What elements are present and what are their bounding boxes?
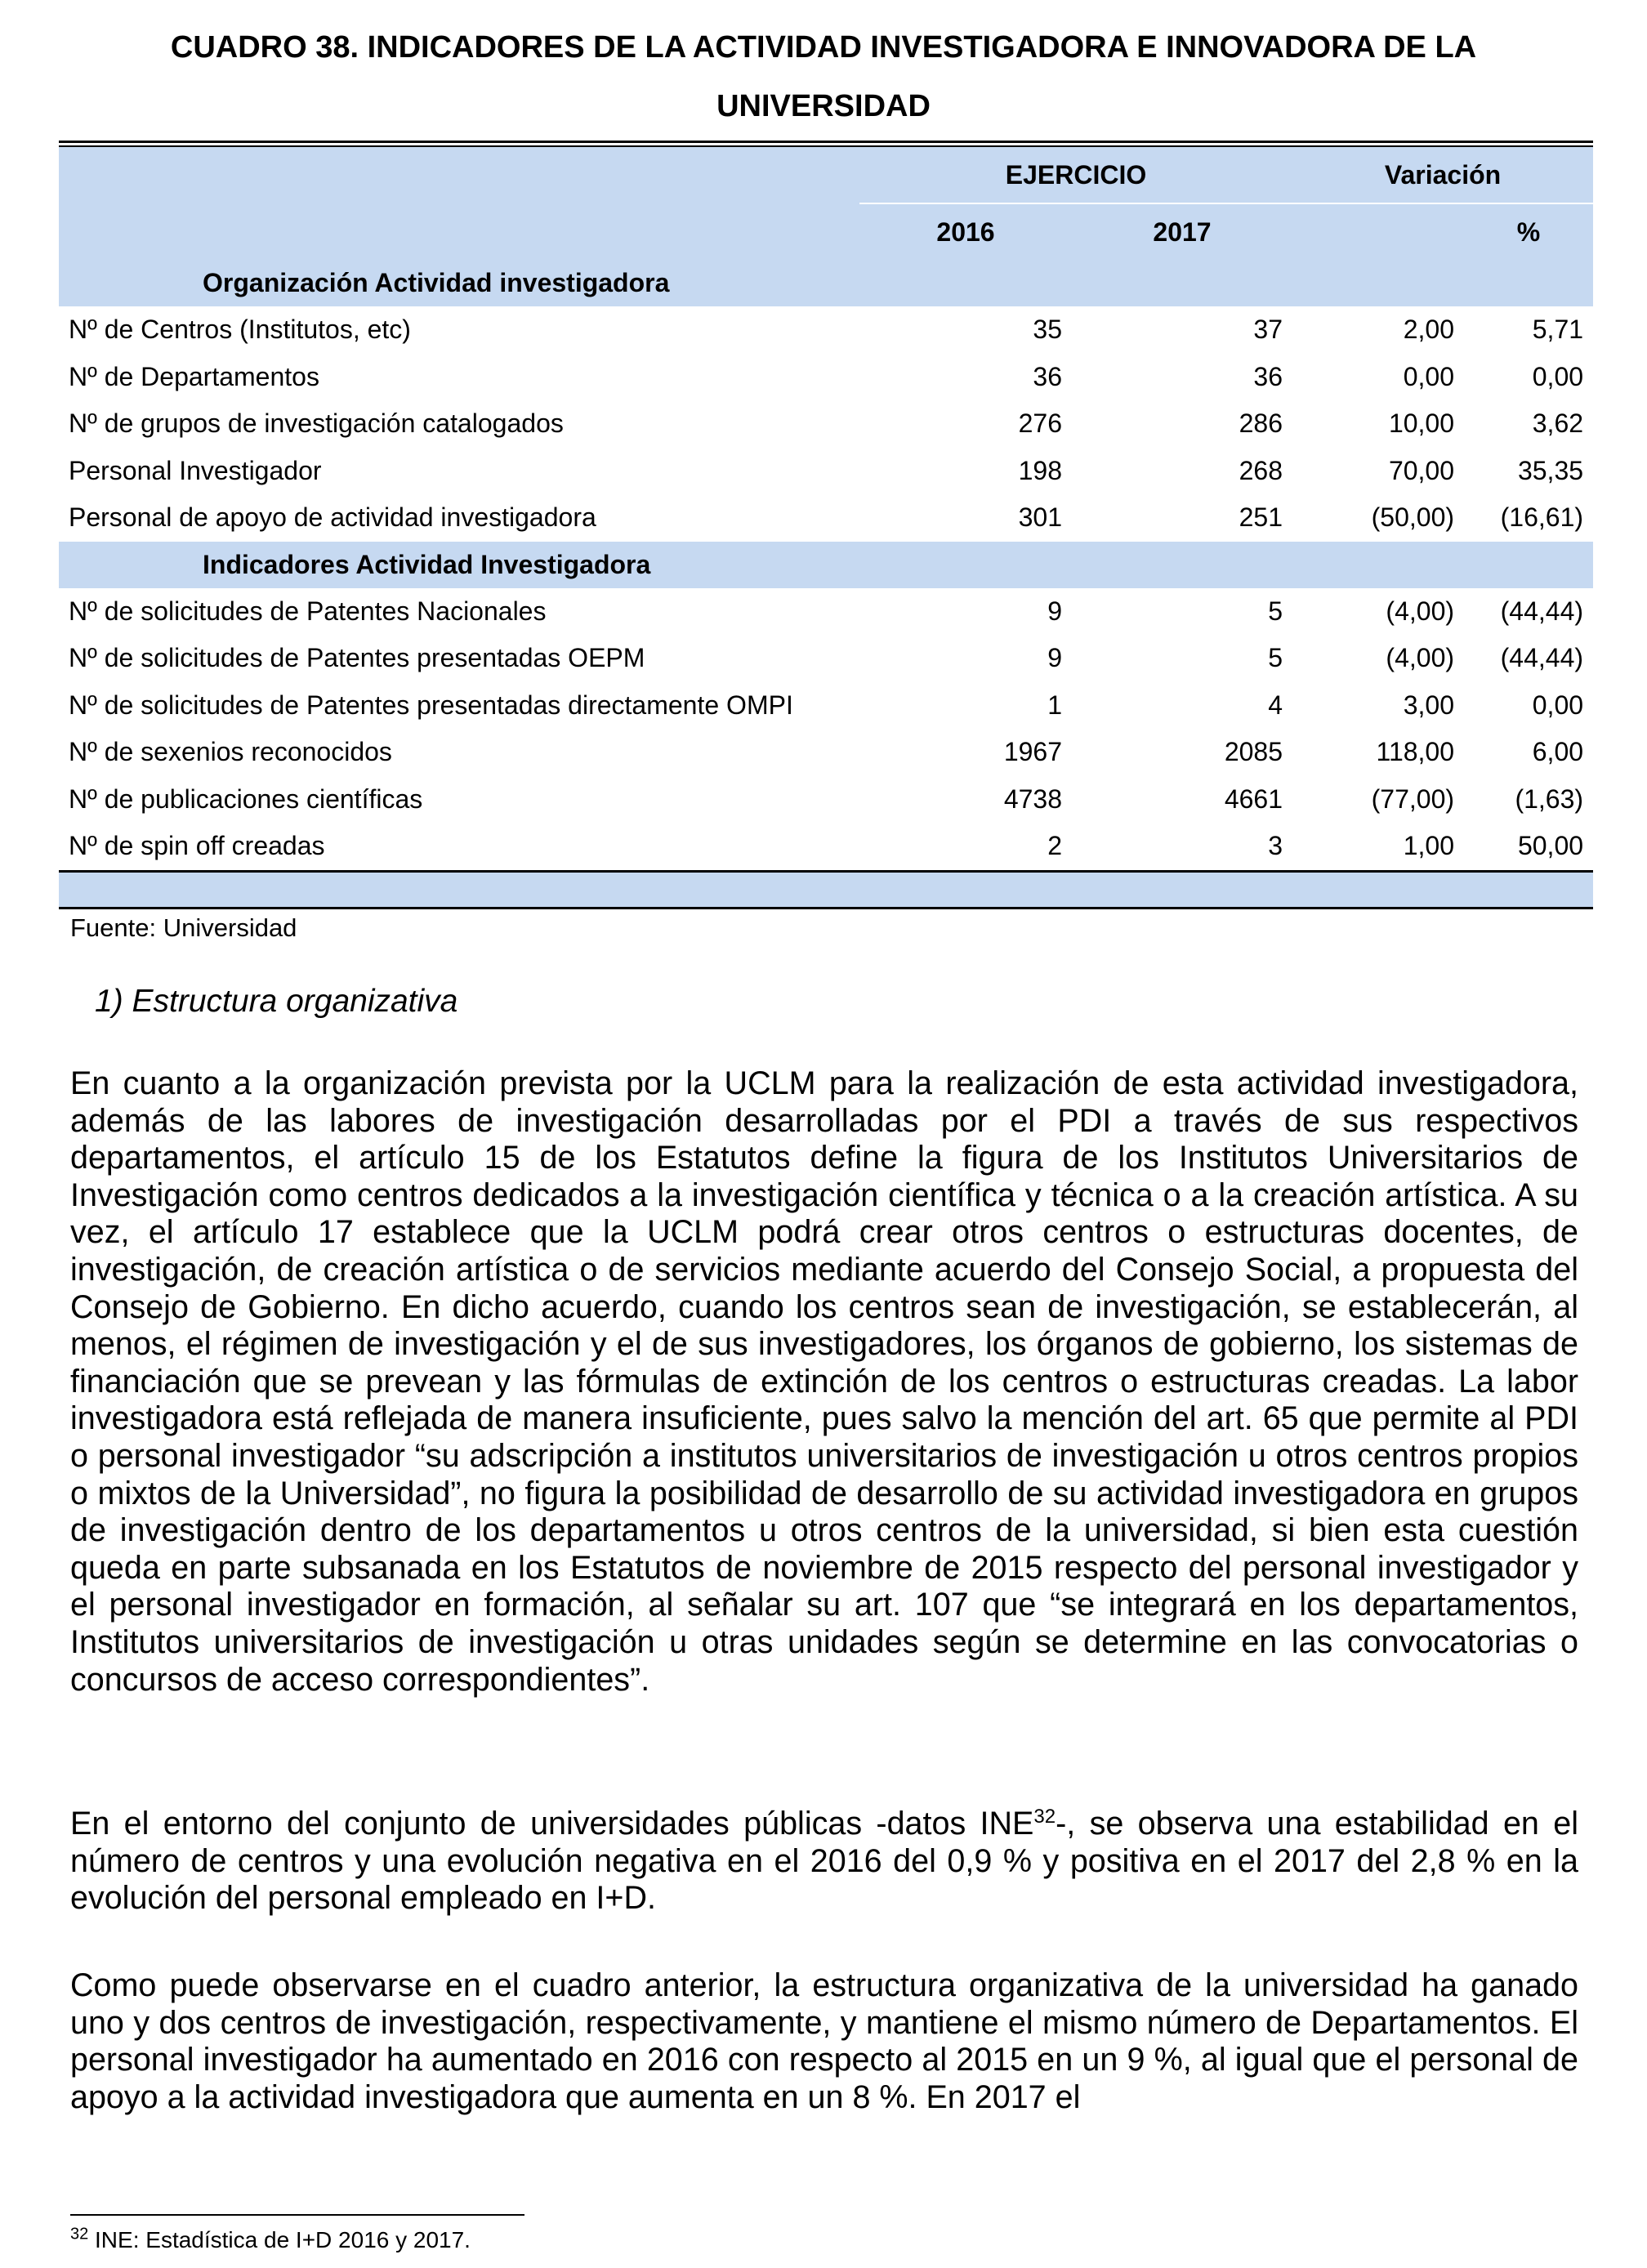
row-percent: (16,61) [1500, 502, 1584, 533]
footnote-reference: 32 [1033, 1805, 1056, 1828]
row-label: Personal de apoyo de actividad investigadora [69, 502, 596, 533]
row-value-2017: 36 [1253, 361, 1283, 391]
indicators-table [59, 147, 1593, 909]
row-value-2016: 9 [1047, 643, 1062, 673]
row-value-2017: 37 [1253, 315, 1283, 345]
table-title [59, 18, 1588, 136]
row-value-2016: 276 [1018, 409, 1062, 439]
row-label: Nº de grupos de investigación catalogados [69, 409, 564, 439]
header-empty-cell [59, 203, 859, 260]
row-label: Nº de solicitudes de Patentes presentadas OEPM [69, 643, 645, 673]
row-value-2017: 2085 [1224, 737, 1283, 767]
header-empty-cell [1292, 203, 1464, 260]
row-variation: (4,00) [1386, 596, 1455, 626]
row-label: Nº de solicitudes de Patentes Nacionales [69, 596, 547, 626]
footnote-text: INE: Estadística de I+D 2016 y 2017. [88, 2227, 471, 2252]
table-row [59, 306, 1593, 354]
section-organizacion-label: Organización Actividad investigadora [59, 260, 1593, 306]
footnote-number: 32 [70, 2225, 89, 2243]
row-value-2016: 1 [1047, 690, 1062, 720]
row-label: Nº de spin off creadas [59, 823, 859, 871]
header-empty-cell [59, 147, 859, 203]
table-row [59, 448, 1593, 495]
row-percent: (44,44) [1500, 643, 1584, 673]
row-label: Nº de Centros (Institutos, etc) [69, 315, 411, 345]
header-percent: % [1464, 203, 1593, 260]
row-label: Nº de sexenios reconocidos [69, 737, 392, 767]
table-title-line2: UNIVERSIDAD [716, 89, 931, 123]
section-subheading: 1) Estructura organizativa [95, 984, 458, 1019]
row-value-2017: 4 [1268, 690, 1283, 720]
row-label: Nº de solicitudes de Patentes presentadas directamente OMPI [69, 690, 793, 720]
row-variation: 1,00 [1292, 823, 1464, 871]
table-header-row-2 [59, 203, 1593, 260]
table-header-row-1 [59, 147, 1593, 203]
row-value-2016: 301 [1018, 502, 1062, 533]
footer-band-cell [59, 871, 1593, 908]
row-variation: 10,00 [1388, 409, 1455, 439]
paragraph-3: Como puede observarse en el cuadro anterior, la estructura organizativa de la universidad ha ganado uno y dos centros de investigación, respectivamente, y mantiene el mismo número de Departamentos. El personal investigador ha aumentado en 2016 con respecto al 2015 en un 9 %, al igual que el personal de apoyo a la actividad investigadora que aumenta en un 8 %. En 2017 el [70, 1967, 1578, 2115]
row-percent: 0,00 [1532, 361, 1584, 391]
table-row [59, 400, 1593, 448]
table-top-rule [59, 141, 1593, 147]
row-value-2016: 9 [1047, 596, 1062, 626]
table-row [59, 729, 1593, 776]
table-row [59, 588, 1593, 636]
table-source: Fuente: Universidad [70, 913, 297, 942]
row-value-2016: 35 [1033, 315, 1062, 345]
row-value-2017: 5 [1268, 596, 1283, 626]
row-percent: 5,71 [1532, 315, 1584, 345]
table-row [59, 635, 1593, 682]
row-value-2017: 251 [1239, 502, 1283, 533]
row-label: Nº de publicaciones científicas [69, 784, 423, 814]
header-year-2016: 2016 [859, 203, 1072, 260]
table-footer-band [59, 871, 1593, 908]
table-row [59, 776, 1593, 824]
row-percent: 6,00 [1532, 737, 1584, 767]
row-variation: 0,00 [1403, 361, 1455, 391]
row-value-2016: 36 [1033, 361, 1062, 391]
row-variation: (50,00) [1371, 502, 1455, 533]
row-value-2017: 3 [1072, 823, 1292, 871]
row-value-2016: 1967 [1003, 737, 1062, 767]
row-variation: 118,00 [1376, 737, 1455, 767]
row-value-2017: 5 [1268, 643, 1283, 673]
row-percent: 35,35 [1517, 455, 1584, 485]
table-row [59, 823, 1593, 871]
table-title-line1: CUADRO 38. INDICADORES DE LA ACTIVIDAD INVESTIGADORA E INNOVADORA DE LA [170, 30, 1477, 65]
row-percent: 3,62 [1532, 409, 1584, 439]
row-variation: 3,00 [1403, 690, 1455, 720]
header-variacion: Variación [1292, 147, 1593, 203]
paragraph-2-end: -, se observa una estabilidad en el número de centros y una evolución negativa en el 2016 del 0,9 % y positiva en el 2017 del 2,8 % en la evolución del personal empleado en I+D. [70, 1806, 1578, 1917]
row-value-2016: 4738 [1003, 784, 1062, 814]
row-percent: (1,63) [1515, 784, 1584, 814]
row-variation: (77,00) [1371, 784, 1455, 814]
row-variation: (4,00) [1386, 643, 1455, 673]
paragraph-2 [70, 1806, 1578, 1918]
header-year-2017: 2017 [1072, 203, 1292, 260]
indicators-table-wrapper [59, 141, 1593, 909]
table-row [59, 494, 1593, 542]
row-percent: 0,00 [1532, 690, 1584, 720]
section-header-row [59, 260, 1593, 306]
row-label: Nº de Departamentos [69, 361, 319, 391]
paragraph-1: En cuanto a la organización prevista por la UCLM para la realización de esta actividad investigadora, además de las labores de investigación desarrolladas por el PDI a través de sus respectivos departamentos, el artículo 15 de los Estatutos define la figura de los Institutos Universitarios de Investigación como centros dedicados a la investigación científica y técnica o a la creación artística. A su vez, el artículo 17 establece que la UCLM podrá crear otros centros o estructuras docentes, de investigación, de creación artística o de servicios mediante acuerdo del Consejo Social, a propuesta del Consejo de Gobierno. En dicho acuerdo, cuando los centros sean de investigación, se establecerán, al menos, el régimen de investigación y el de sus investigadores, los órganos de gobierno, los sistemas de financiación que se prevean y las fórmulas de extinción de los centros o estructuras creadas. La labor investigadora está reflejada de manera insuficiente, pues salvo la mención del art. 65 que permite al PDI o personal investigador “su adscripción a institutos universitarios de investigación u otros centros propios o mixtos de la Universidad”, no figura la posibilidad de desarrollo de su actividad investigadora en grupos de investigación dentro de los departamentos u otros centros de la universidad, si bien esta cuestión queda en parte subsanada en los Estatutos de noviembre de 2015 respecto del personal investigador y el personal investigador en formación, al señalar su art. 107 que “se integrará en los departamentos, Institutos universitarios de investigación u otras unidades según se determine en las convocatorias o concursos de acceso correspondientes”. [70, 1065, 1578, 1698]
row-value-2017: 286 [1239, 409, 1283, 439]
row-variation: 70,00 [1388, 455, 1455, 485]
paragraph-2-start: En el entorno del conjunto de universidades públicas -datos INE [70, 1806, 1034, 1842]
footnote [70, 2227, 471, 2253]
table-row [59, 354, 1593, 401]
table-row [59, 682, 1593, 730]
row-percent: 50,00 [1464, 823, 1593, 871]
header-ejercicio: EJERCICIO [859, 147, 1292, 203]
row-value-2016: 2 [859, 823, 1072, 871]
row-variation: 2,00 [1403, 315, 1455, 345]
row-value-2017: 268 [1239, 455, 1283, 485]
footnote-separator [70, 2214, 524, 2216]
section-indicadores-label: Indicadores Actividad Investigadora [59, 542, 1593, 588]
row-label: Personal Investigador [69, 455, 322, 485]
row-percent: (44,44) [1500, 596, 1584, 626]
row-value-2017: 4661 [1224, 784, 1283, 814]
row-value-2016: 198 [1018, 455, 1062, 485]
section-header-row [59, 542, 1593, 588]
